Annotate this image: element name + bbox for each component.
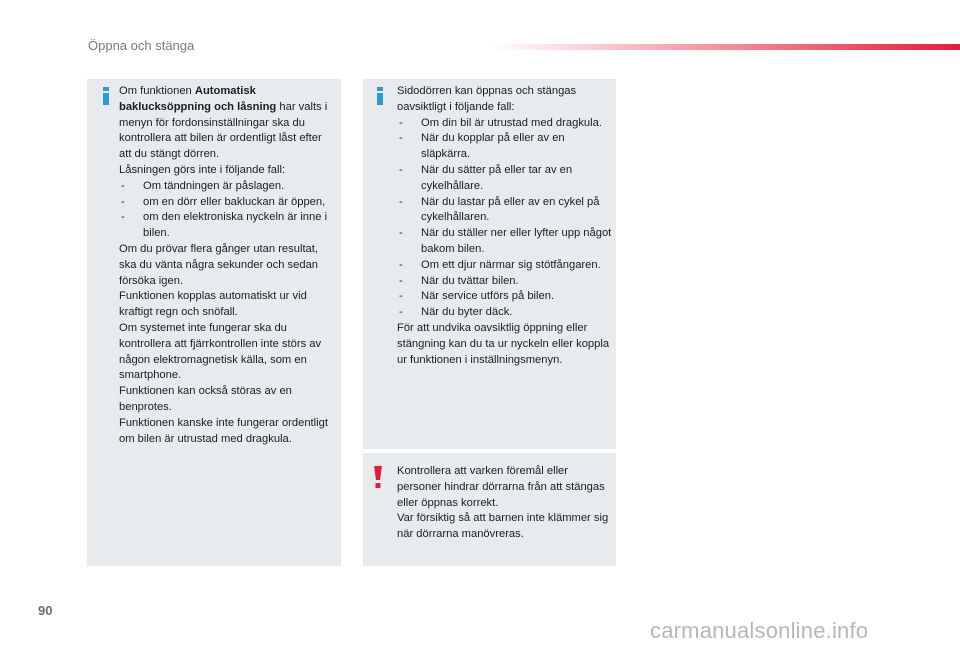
list-item: - Om ett djur närmar sig stötfångaren.	[399, 258, 601, 271]
info-text-side-door	[397, 84, 612, 368]
list-item-text: När du lastar på eller av en cykel på cykelhållaren.	[421, 195, 600, 224]
list-item-text: Om ett djur närmar sig stötfångaren.	[421, 258, 601, 271]
lock-intro: Låsningen görs inte i följande fall:	[119, 163, 286, 176]
list-item: - När du lastar på eller av en cykel på cykelhållaren.	[399, 195, 600, 224]
paragraph: Funktionen kopplas automatiskt ur vid kraftigt regn och snöfall.	[119, 290, 307, 319]
list-item: - När service utförs på bilen.	[399, 290, 555, 303]
info-text-automatic-tailgate	[119, 84, 337, 447]
list-item: - När du ställer ner eller lyfter upp något bakom bilen.	[399, 227, 612, 255]
intro-suffix: har valts i menyn för fordonsinställningar ska du kontrollera att bilen är ordentligt låst efter att du stängt dörren.	[119, 100, 328, 161]
function-name: Automatisk baklucksöppning och låsning	[119, 85, 277, 113]
closing-paragraph: För att undvika oavsiktlig öppning eller stängning kan du ta ur nyckeln eller koppla ur funktionen i inställningsmenyn.	[397, 321, 610, 366]
list-item: - När du tvättar bilen.	[399, 274, 519, 287]
list-item-text: När du ställer ner eller lyfter upp något bakom bilen.	[421, 227, 612, 255]
list-item: - När du byter däck.	[399, 306, 513, 319]
info-icon	[99, 87, 113, 105]
list-item: - om den elektroniska nyckeln är inne i bilen.	[121, 211, 328, 240]
list-item: - Om din bil är utrustad med dragkula.	[399, 116, 602, 129]
paragraph: Om du prövar flera gånger utan resultat, ska du vänta några sekunder och sedan försöka igen.	[119, 242, 319, 287]
intro-paragraph: Sidodörren kan öppnas och stängas oavsiktligt i följande fall:	[397, 85, 577, 113]
list-item-text: När du sätter på eller tar av en cykelhållare.	[421, 163, 573, 192]
warning-text-door-obstruction	[397, 464, 612, 543]
paragraph: Funktionen kanske inte fungerar ordentligt om bilen är utrustad med dragkula.	[119, 416, 328, 445]
intro-paragraph	[119, 84, 337, 163]
paragraph: Funktionen kan också störas av en benprotes.	[119, 385, 292, 413]
list-item-text: När du tvättar bilen.	[421, 274, 519, 287]
page-number: 90	[38, 603, 53, 618]
list-item: - När du kopplar på eller av en släpkärra.	[399, 132, 565, 161]
intro-prefix: Om funktionen	[119, 85, 195, 97]
list-item: - Om tändningen är påslagen.	[121, 179, 285, 192]
list-item: - När du sätter på eller tar av en cykelhållare.	[399, 163, 573, 192]
list-item: - om en dörr eller bakluckan är öppen,	[121, 195, 326, 208]
list-item-text: om en dörr eller bakluckan är öppen,	[143, 195, 326, 208]
list-item-text: Om din bil är utrustad med dragkula.	[421, 116, 602, 129]
header-accent-line	[490, 44, 960, 50]
list-item-text: När du kopplar på eller av en släpkärra.	[421, 132, 565, 161]
warning-icon	[371, 466, 385, 488]
paragraph: Var försiktig så att barnen inte klämmer sig när dörrarna manövreras.	[397, 512, 609, 541]
watermark: carmanualsonline.info	[650, 618, 869, 643]
paragraph: Om systemet inte fungerar ska du kontrollera att fjärrkontrollen inte störs av någon elektromagnetisk källa, som en smartphone.	[119, 321, 322, 382]
info-icon	[373, 87, 387, 105]
page-section-title: Öppna och stänga	[88, 38, 195, 53]
list-item-text: om den elektroniska nyckeln är inne i bilen.	[143, 211, 328, 240]
list-item-text: När service utförs på bilen.	[421, 290, 555, 303]
list-item-text: När du byter däck.	[421, 306, 513, 319]
list-item-text: Om tändningen är påslagen.	[143, 179, 285, 192]
paragraph: Kontrollera att varken föremål eller personer hindrar dörrarna från att stängas eller öppnas korrekt.	[397, 465, 605, 509]
